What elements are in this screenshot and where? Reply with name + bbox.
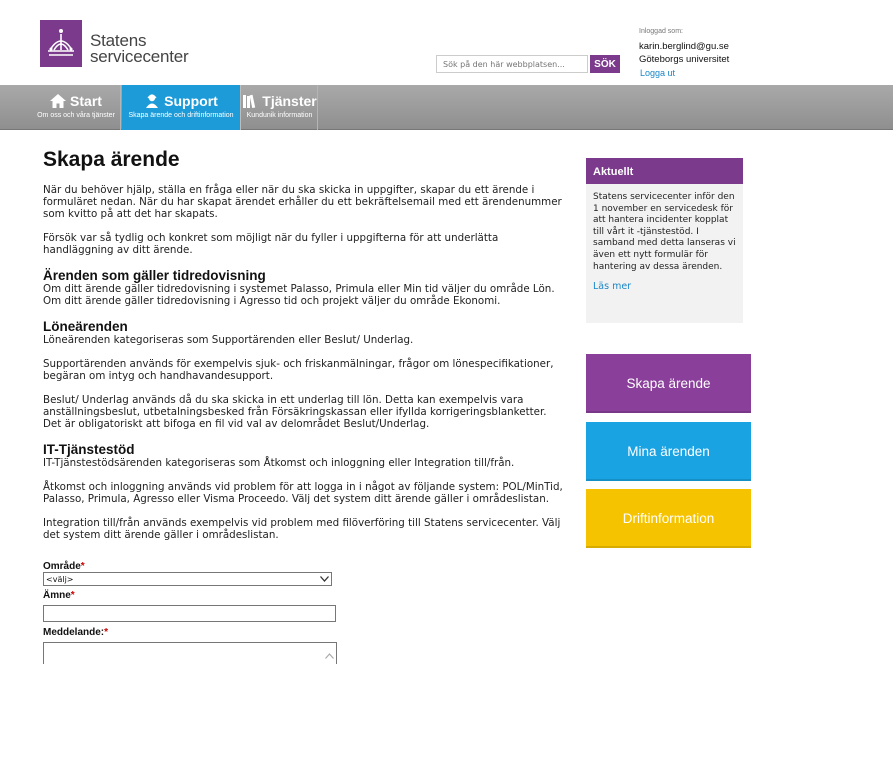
news-box <box>586 158 743 323</box>
news-text: Statens servicecenter inför den 1 november en servicedesk för att hantera incidenter kopplat till vårt it -tjänstestöd. I samband med detta lanseras vi även ett nytt formulär för hantering av dessa ärenden. <box>593 192 736 272</box>
search-button[interactable]: SÖK <box>590 55 620 73</box>
subject-input[interactable] <box>43 605 336 622</box>
area-select[interactable] <box>43 572 332 586</box>
message-textarea[interactable] <box>43 642 337 664</box>
section-text: Åtkomst och inloggning används vid problem för att logga in i något av följande system: POL/MinTid, Palasso, Primula, Agresso eller Visma Proceedo. Välj det system ditt ärende gäller i områdeslistan. <box>43 481 563 505</box>
section-text: Beslut/ Underlag används då du ska skicka in ett underlag till lön. Detta kan exempelvis vara anställningsbeslut, utbetalningsbesked från Försäkringskassan eller ifyllda korrigeringsblanketter. Det är obligatoriskt att bifoga en fil vid val av delområdet Beslut/Underlag. <box>43 394 547 430</box>
intro-paragraph-2: Försök var så tydlig och konkret som möjligt när du fyller i uppgifterna för att underlätta handläggning av ditt ärende. <box>43 232 499 256</box>
section-heading-loneärenden: Löneärenden <box>43 319 128 334</box>
nav-start-label: Start <box>70 93 102 109</box>
case-form <box>43 561 568 664</box>
logo-line2: servicecenter <box>90 47 189 66</box>
user-info <box>639 28 729 78</box>
subject-label: Ämne* <box>43 590 75 601</box>
home-icon <box>50 94 66 108</box>
logged-in-label: Inloggad som: <box>639 28 683 35</box>
section-heading-tidredovisning: Ärenden som gäller tidredovisning <box>43 268 266 283</box>
logout-link[interactable]: Logga ut <box>640 68 676 78</box>
scroll-up-icon[interactable] <box>325 644 334 663</box>
search-input[interactable] <box>436 55 588 73</box>
message-label: Meddelande:* <box>43 627 109 638</box>
section-text: Om ditt ärende gäller tidredovisning i systemet Palasso, Primula eller Min tid väljer du område Lön. Om ditt ärende gäller tidredovisning i Agresso tid och projekt väljer du område Ekonomi. <box>43 283 555 307</box>
section-text: Löneärenden kategoriseras som Supportärenden eller Beslut/ Underlag. <box>43 334 414 346</box>
section-text: Integration till/från används exempelvis vid problem med filöverföring till Statens servicecenter. Välj det system ditt ärende gäller i områdeslistan. <box>43 517 561 541</box>
read-more-link[interactable]: Läs mer <box>593 281 632 293</box>
logo-line1: Statens <box>90 31 147 50</box>
news-heading: Aktuellt <box>586 158 743 184</box>
nav-start[interactable] <box>32 85 121 130</box>
create-case-button[interactable]: Skapa ärende <box>586 354 751 413</box>
logo-text <box>90 33 189 65</box>
nav-support-sub: Skapa ärende och driftinformation <box>128 112 234 119</box>
area-label: Område* <box>43 561 85 572</box>
operations-info-button[interactable]: Driftinformation <box>586 489 751 548</box>
support-icon <box>144 94 160 108</box>
section-text: Supportärenden används för exempelvis sjuk- och friskanmälningar, frågor om lönespecifikationer, begäran om intyg och handhavandesupport. <box>43 358 554 382</box>
section-heading-it-tjanstestod: IT-Tjänstestöd <box>43 442 135 457</box>
nav-support[interactable] <box>122 85 241 130</box>
books-icon <box>242 94 258 108</box>
nav-support-label: Support <box>164 93 218 109</box>
user-organization: Göteborgs universitet <box>639 54 730 65</box>
intro-paragraph-1: När du behöver hjälp, ställa en fråga eller när du ska skicka in uppgifter, skapar du ett ärende i formuläret nedan. När du har skapat ärendet erhåller du ett bekräftelsemail med ett ärendenummer som kvitto på att det har skapats. <box>43 184 562 220</box>
my-cases-button[interactable]: Mina ärenden <box>586 422 751 481</box>
main-nav <box>0 85 893 130</box>
nav-tjanster-label: Tjänster <box>262 93 317 109</box>
main-content <box>43 148 568 664</box>
user-email: karin.berglind@gu.se <box>639 41 729 52</box>
area-select-value: <välj> <box>46 574 74 584</box>
chevron-down-icon <box>320 575 329 584</box>
crown-logo-icon <box>40 20 82 67</box>
nav-tjanster-sub: Kundunik information <box>246 112 313 119</box>
section-text: IT-Tjänstestödsärenden kategoriseras som Åtkomst och inloggning eller Integration till/från. <box>43 457 515 469</box>
page-title: Skapa ärende <box>43 148 180 171</box>
nav-tjanster[interactable] <box>242 85 318 130</box>
site-logo[interactable] <box>40 20 190 70</box>
nav-start-sub: Om oss och våra tjänster <box>37 112 115 119</box>
